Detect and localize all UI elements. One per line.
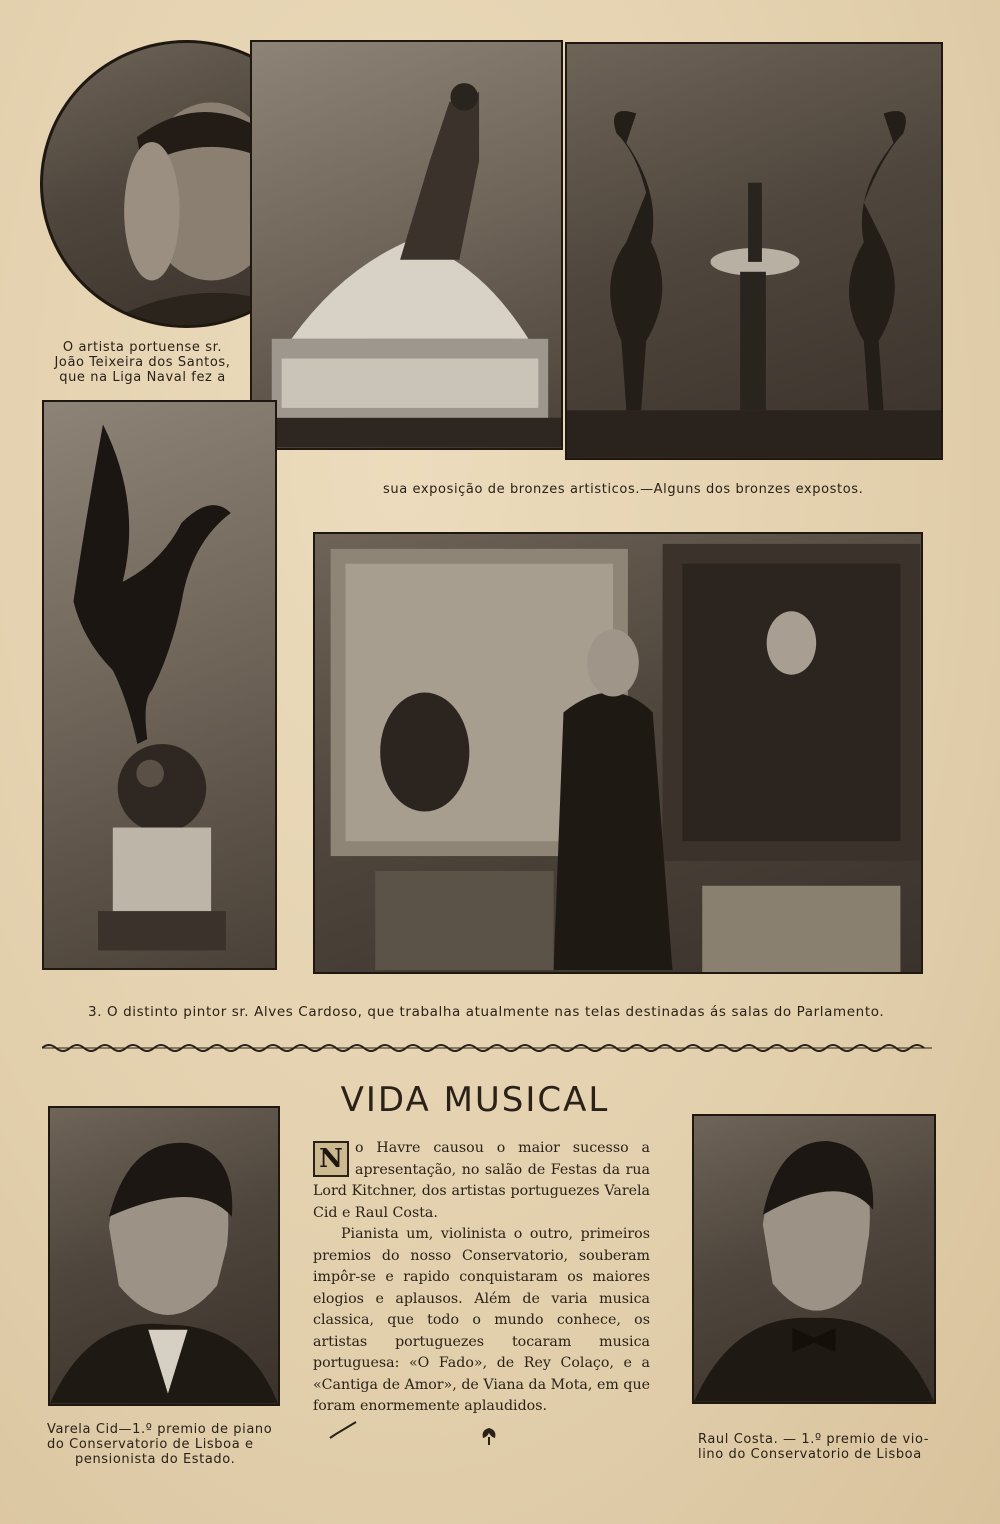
bronzes-caption-text: sua exposição de bronzes artisticos.—Alguns dos bronzes expostos. <box>383 482 864 497</box>
dropcap-letter: N <box>313 1141 349 1177</box>
article-paragraph-1 <box>313 1138 650 1224</box>
article-paragraph-2: Pianista um, violinista o outro, primeiros premios do nosso Conservatorio, souberam impôr-se e rapido conquistaram os maiores elogios e aplausos. Além de varia musica classica, que todo o mundo conhece, os artistas portuguezes tocaram musica portuguesa: «O Fado», de Rey Colaço, e a «Cantiga de Amor», de Viana da Mota, em que foram enormemente aplaudidos. <box>313 1226 650 1414</box>
caption-line: Raul Costa. — 1.º premio de vio- <box>698 1432 930 1447</box>
painter-caption <box>88 1005 948 1020</box>
raul-costa-caption <box>698 1432 948 1462</box>
caption-line: O artista portuense sr. <box>62 340 223 355</box>
ornamental-divider <box>42 1042 932 1054</box>
painter-alves-cardoso-photo <box>313 532 923 974</box>
caption-line: lino do Conservatorio de Lisboa <box>698 1447 922 1462</box>
portrait-varela-cid-photo <box>48 1106 280 1406</box>
caption-line: João Teixeira dos Santos, <box>54 355 231 370</box>
bronzes-caption <box>283 482 943 497</box>
caption-line: que na Liga Naval fez a <box>59 370 226 385</box>
bronze-vases-photo <box>565 42 943 460</box>
varela-cid-caption <box>47 1422 287 1467</box>
leaf-ornament-icon <box>478 1425 500 1447</box>
bronze-sculpture-photo <box>250 40 563 450</box>
article-body <box>313 1138 650 1418</box>
caption-line: Varela Cid—1.º premio de piano <box>47 1422 273 1437</box>
paragraph-1-text: o Havre causou o maior sucesso a apresentação, no salão de Festas da rua Lord Kitchner, dos artistas portuguezes Varela Cid e Raul Costa. <box>313 1140 650 1221</box>
caption-line: do Conservatorio de Lisboa e <box>47 1437 254 1452</box>
bronze-angel-photo <box>42 400 277 970</box>
article-title: VIDA MUSICAL <box>340 1080 610 1120</box>
pen-mark-icon <box>328 1420 358 1442</box>
portrait-raul-costa-photo <box>692 1114 936 1404</box>
portrait-joao-teixeira-caption <box>40 340 245 385</box>
painter-caption-text: 3. O distinto pintor sr. Alves Cardoso, que trabalha atualmente nas telas destinadas ás salas do Parlamento. <box>88 1004 885 1020</box>
caption-line: pensionista do Estado. <box>75 1452 236 1467</box>
